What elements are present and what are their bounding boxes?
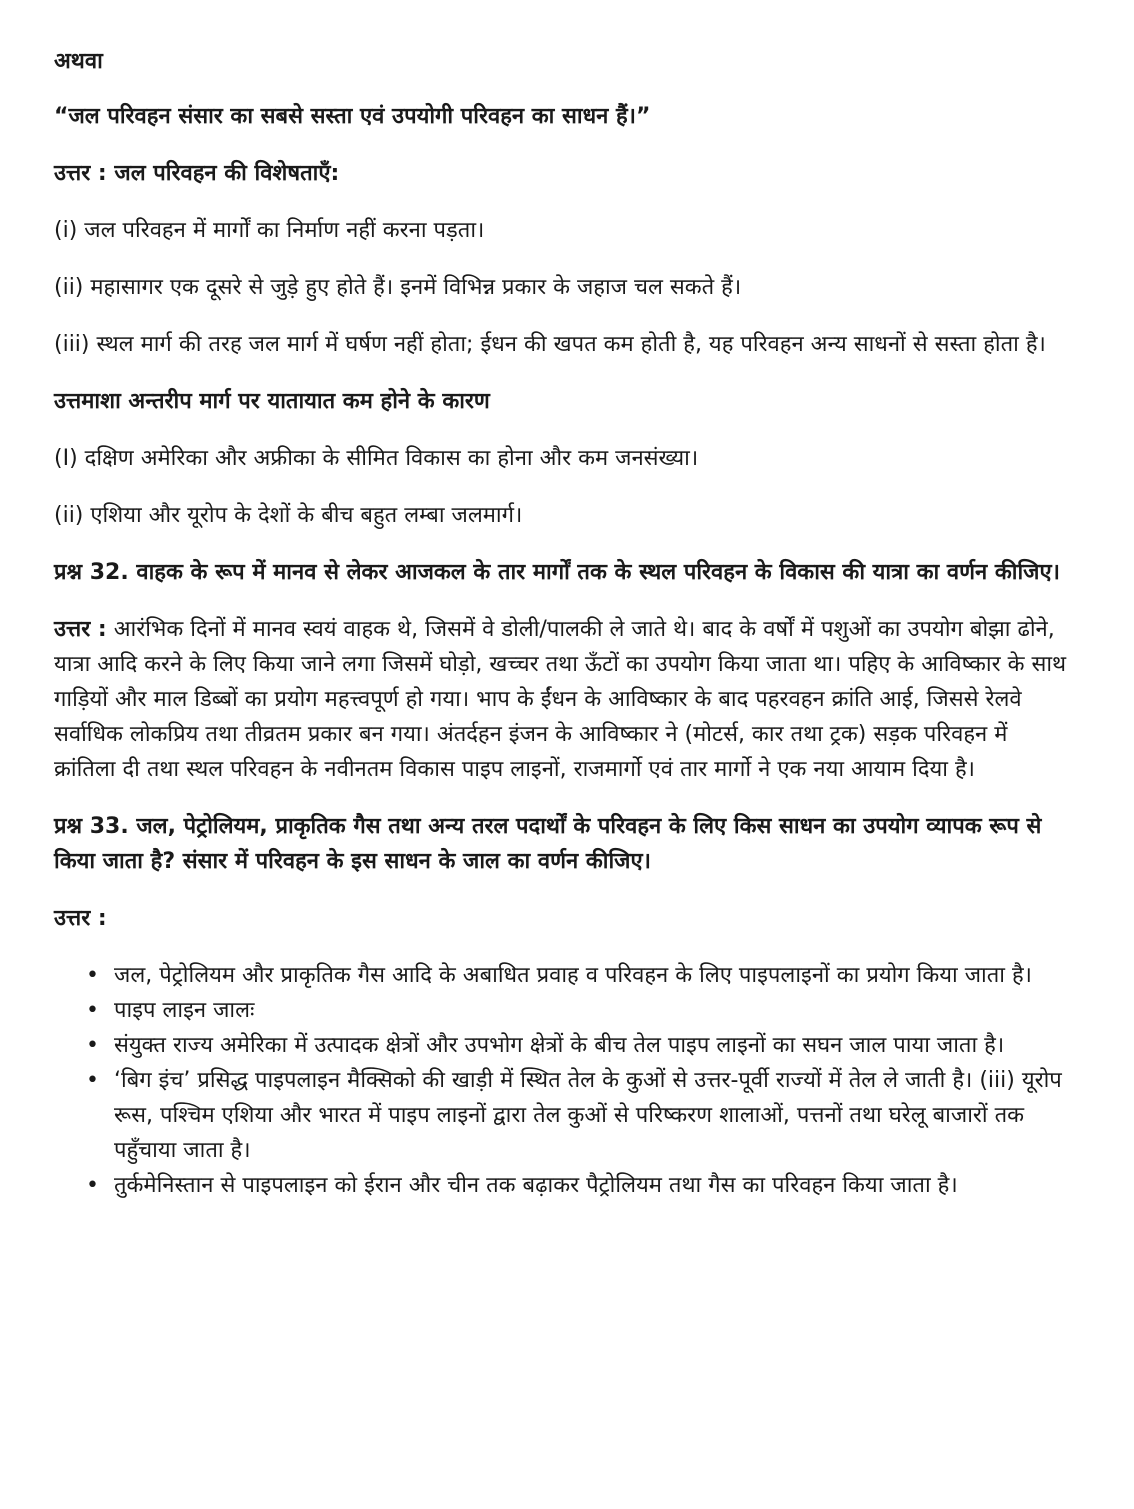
list-item-text: जल, पेट्रोलियम और प्राकृतिक गैस आदि के अबाधित प्रवाह व परिवहन के लिए पाइपलाइनों का प्रयोग किया जाता है। [114,963,1032,988]
reason-2: (ii) एशिया और यूरोप के देशों के बीच बहुत लम्बा जलमार्ग। [54,503,523,528]
list-item [86,1063,1074,1168]
list-item [86,993,1074,1028]
list-item-text: तुर्कमेनिस्तान से पाइपलाइन को ईरान और चीन तक बढ़ाकर पैट्रोलियम तथा गैस का परिवहन किया जाता है। [114,1173,958,1198]
list-item [86,958,1074,993]
question-33: प्रश्न 33. जल, पेट्रोलियम, प्राकृतिक गैस तथा अन्य तरल पदार्थों के परिवहन के लिए किस साधन का उपयोग व्यापक रूप से किया जाता है? संसार में परिवहन के इस साधन के जाल का वर्णन कीजिए। [54,814,1042,874]
list-item-text: पाइप लाइन जालः [114,998,255,1023]
answer-32 [54,612,1074,787]
point-2: (ii) महासागर एक दूसरे से जुड़े हुए होते हैं। इनमें विभिन्न प्रकार के जहाज चल सकते हैं। [54,275,742,300]
reason-1: (I) दक्षिण अमेरिका और अफ्रीका के सीमित विकास का होना और कम जनसंख्या। [54,446,699,471]
bullet-icon: • [86,998,99,1023]
point-1: (i) जल परिवहन में मार्गों का निर्माण नहीं करना पड़ता। [54,218,485,243]
bullet-icon: • [86,963,99,988]
list-item [86,1028,1074,1063]
bullet-icon: • [86,1173,99,1198]
answer-33-label: उत्तर : [54,906,107,931]
list-item-text: ‘बिग इंच’ प्रसिद्ध पाइपलाइन मैक्सिको की खाड़ी में स्थित तेल के कुओं से उत्तर-पूर्वी राज्यों में तेल ले जाती है। (iii) यूरोप रूस, पश्चिम एशिया और भारत में पाइप लाइनों द्वारा तेल कुओं से परिष्करण शालाओं, पत्तनों तथा घरेलू बाजारों तक पहुँचाया जाता है। [114,1068,1062,1163]
point-3: (iii) स्थल मार्ग की तरह जल मार्ग में घर्षण नहीं होता; ईधन की खपत कम होती है, यह परिवहन अन्य साधनों से सस्ता होता है। [54,332,1046,357]
or-label: अथवा [54,49,103,74]
list-item-text: संयुक्त राज्य अमेरिका में उत्पादक क्षेत्रों और उपभोग क्षेत्रों के बीच तेल पाइप लाइनों का सघन जाल पाया जाता है। [114,1033,1005,1058]
question-quote: “जल परिवहन संसार का सबसे सस्ता एवं उपयोगी परिवहन का साधन हैं।” [54,104,651,129]
subheading-cape-route: उत्तमाशा अन्तरीप मार्ग पर यातायात कम होने के कारण [54,389,490,414]
bullet-icon: • [86,1068,99,1093]
bullet-icon: • [86,1033,99,1058]
list-item [86,1168,1074,1203]
answer-33-list [54,958,1074,1203]
question-32: प्रश्न 32. वाहक के रूप में मानव से लेकर आजकल के तार मार्गों तक के स्थल परिवहन के विकास की यात्रा का वर्णन कीजिए। [54,560,1061,585]
answer-heading: उत्तर : जल परिवहन की विशेषताएँ: [54,161,340,186]
answer-32-label: उत्तर : [54,617,107,642]
answer-32-text: आरंभिक दिनों में मानव स्वयं वाहक थे, जिसमें वे डोली/पालकी ले जाते थे। बाद के वर्षों में पशुओं का उपयोग बोझा ढोने, यात्रा आदि करने के लिए किया जाने लगा जिसमें घोड़ो, खच्चर तथा ऊँटों का उपयोग किया जाता था। पहिए के आविष्कार के साथ गाड़ियों और माल डिब्बों का प्रयोग महत्त्वपूर्ण हो गया। भाप के ईंधन के आविष्कार के बाद पहरवहन क्रांति आई, जिससे रेलवे सर्वाधिक लोकप्रिय तथा तीव्रतम प्रकार बन गया। अंतर्दहन इंजन के आविष्कार ने (मोटर्स, कार तथा ट्रक) सड़क परिवहन में क्रांतिला दी तथा स्थल परिवहन के नवीनतम विकास पाइप लाइनों, राजमार्गो एवं तार मार्गो ने एक नया आयाम दिया है। [54,617,1067,782]
